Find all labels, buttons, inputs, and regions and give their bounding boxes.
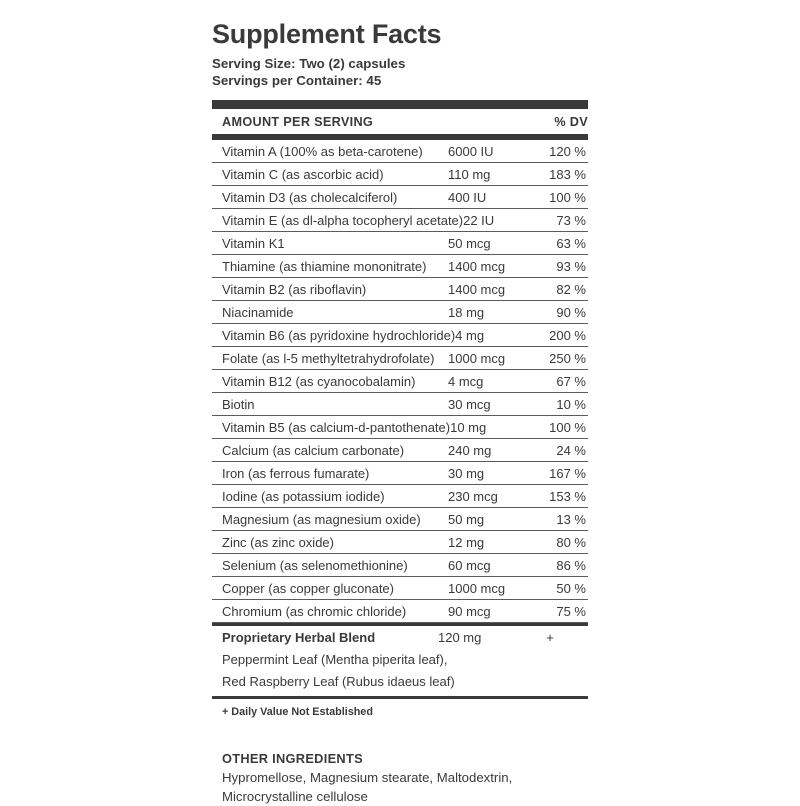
nutrient-name: Vitamin B12 (as cyanocobalamin) — [222, 373, 416, 389]
top-divider-thick — [212, 100, 588, 109]
nutrient-name: Biotin — [222, 396, 255, 412]
table-row — [212, 140, 588, 163]
table-row — [212, 163, 588, 186]
nutrient-daily-value: 82 % — [556, 281, 586, 297]
nutrient-name: Vitamin E (as dl-alpha tocopheryl acetate) — [222, 212, 464, 228]
nutrient-amount: 18 mg — [448, 304, 485, 320]
column-header-row — [212, 109, 588, 134]
column-header-amount: AMOUNT PER SERVING — [222, 114, 374, 129]
nutrient-daily-value: 90 % — [556, 304, 586, 320]
nutrient-amount: 400 IU — [448, 189, 487, 205]
nutrient-name: Selenium (as selenomethionine) — [222, 557, 408, 573]
nutrient-name: Vitamin B6 (as pyridoxine hydrochloride) — [222, 327, 456, 343]
proprietary-blend-section — [212, 626, 588, 696]
table-row — [212, 393, 588, 416]
other-ingredients-line: Microcrystalline cellulose — [222, 789, 368, 805]
column-header-daily-value: % DV — [554, 114, 588, 129]
nutrient-name: Vitamin D3 (as cholecalciferol) — [222, 189, 398, 205]
nutrient-daily-value: 200 % — [549, 327, 586, 343]
table-row — [212, 347, 588, 370]
nutrient-amount: 1000 mcg — [448, 580, 506, 596]
nutrient-name: Vitamin C (as ascorbic acid) — [222, 166, 384, 182]
nutrient-daily-value: 93 % — [556, 258, 586, 274]
table-row — [212, 462, 588, 485]
nutrient-name: Zinc (as zinc oxide) — [222, 534, 334, 550]
other-ingredients-title: OTHER INGREDIENTS — [222, 751, 363, 767]
blend-header-row — [222, 626, 588, 649]
table-row — [212, 508, 588, 531]
nutrient-daily-value: 250 % — [549, 350, 586, 366]
nutrient-amount: 30 mg — [448, 465, 485, 481]
table-row — [212, 577, 588, 600]
nutrient-amount: 1400 mcg — [448, 258, 506, 274]
nutrient-daily-value: 24 % — [556, 442, 586, 458]
blend-ingredient: Peppermint Leaf (Mentha piperita leaf), — [222, 652, 448, 668]
nutrient-amount: 230 mcg — [448, 488, 498, 504]
serving-size: Serving Size: Two (2) capsules — [212, 56, 406, 72]
nutrient-amount: 50 mcg — [448, 235, 491, 251]
nutrient-name: Iron (as ferrous fumarate) — [222, 465, 370, 481]
nutrient-daily-value: 120 % — [549, 143, 586, 159]
serving-info — [212, 56, 588, 89]
table-row — [212, 370, 588, 393]
nutrient-amount: 50 mg — [448, 511, 485, 527]
nutrient-amount: 6000 IU — [448, 143, 494, 159]
other-ingredients-list — [222, 768, 588, 806]
nutrient-daily-value: 86 % — [556, 557, 586, 573]
nutrient-daily-value: 10 % — [556, 396, 586, 412]
table-row — [212, 485, 588, 508]
table-row — [212, 554, 588, 577]
nutrient-name: Copper (as copper gluconate) — [222, 580, 394, 596]
nutrient-daily-value: 167 % — [549, 465, 586, 481]
nutrient-name: Vitamin B5 (as calcium-d-pantothenate) — [222, 419, 451, 435]
blend-amount: 120 mg — [438, 630, 482, 646]
nutrient-daily-value: 183 % — [549, 166, 586, 182]
table-row — [212, 255, 588, 278]
nutrient-daily-value: 153 % — [549, 488, 586, 504]
nutrient-name: Folate (as l-5 methyltetrahydrofolate) — [222, 350, 435, 366]
nutrient-name: Chromium (as chromic chloride) — [222, 603, 407, 619]
nutrient-amount: 1400 mcg — [448, 281, 506, 297]
page-title: Supplement Facts — [212, 19, 442, 49]
nutrient-amount: 12 mg — [448, 534, 485, 550]
nutrient-daily-value: 50 % — [556, 580, 586, 596]
nutrient-table — [212, 140, 588, 623]
nutrient-name: Calcium (as calcium carbonate) — [222, 442, 405, 458]
nutrient-daily-value: 100 % — [549, 189, 586, 205]
blend-title: Proprietary Herbal Blend — [222, 630, 376, 646]
table-row — [212, 186, 588, 209]
servings-per-container: Servings per Container: 45 — [212, 72, 382, 88]
nutrient-name: Vitamin K1 — [222, 235, 285, 251]
nutrient-amount: 4 mcg — [448, 373, 484, 389]
nutrient-name: Vitamin B2 (as riboflavin) — [222, 281, 367, 297]
table-row — [212, 531, 588, 554]
nutrient-amount: 60 mcg — [448, 557, 491, 573]
blend-ingredient: Red Raspberry Leaf (Rubus idaeus leaf) — [222, 674, 455, 690]
nutrient-amount: 90 mcg — [448, 603, 491, 619]
supplement-facts-panel — [212, 0, 588, 806]
table-row — [212, 209, 588, 232]
nutrient-daily-value: 67 % — [556, 373, 586, 389]
nutrient-daily-value: 73 % — [556, 212, 586, 228]
nutrient-amount: 1000 mcg — [448, 350, 506, 366]
nutrient-amount: 22 IU — [463, 212, 495, 228]
daily-value-footnote: + Daily Value Not Established — [222, 706, 373, 719]
nutrient-amount: 240 mg — [448, 442, 492, 458]
table-row — [212, 278, 588, 301]
nutrient-daily-value: 13 % — [556, 511, 586, 527]
table-row — [212, 301, 588, 324]
nutrient-name: Vitamin A (100% as beta-carotene) — [222, 143, 423, 159]
table-row — [212, 232, 588, 255]
nutrient-daily-value: 75 % — [556, 603, 586, 619]
nutrient-daily-value: 63 % — [556, 235, 586, 251]
blend-daily-value: + — [546, 630, 554, 646]
blend-ingredient-list — [222, 649, 588, 693]
nutrient-daily-value: 80 % — [556, 534, 586, 550]
nutrient-daily-value: 100 % — [549, 419, 586, 435]
table-row — [212, 416, 588, 439]
nutrient-amount: 30 mcg — [448, 396, 491, 412]
other-ingredients-line: Hypromellose, Magnesium stearate, Maltodextrin, — [222, 770, 513, 786]
nutrient-amount: 10 mg — [450, 419, 487, 435]
nutrient-amount: 4 mg — [455, 327, 485, 343]
nutrient-name: Iodine (as potassium iodide) — [222, 488, 385, 504]
nutrient-name: Magnesium (as magnesium oxide) — [222, 511, 421, 527]
table-row — [212, 324, 588, 347]
other-ingredients-section — [212, 749, 588, 806]
nutrient-name: Niacinamide — [222, 304, 294, 320]
nutrient-name: Thiamine (as thiamine mononitrate) — [222, 258, 427, 274]
table-row — [212, 600, 588, 623]
table-row — [212, 439, 588, 462]
nutrient-amount: 110 mg — [448, 166, 491, 182]
